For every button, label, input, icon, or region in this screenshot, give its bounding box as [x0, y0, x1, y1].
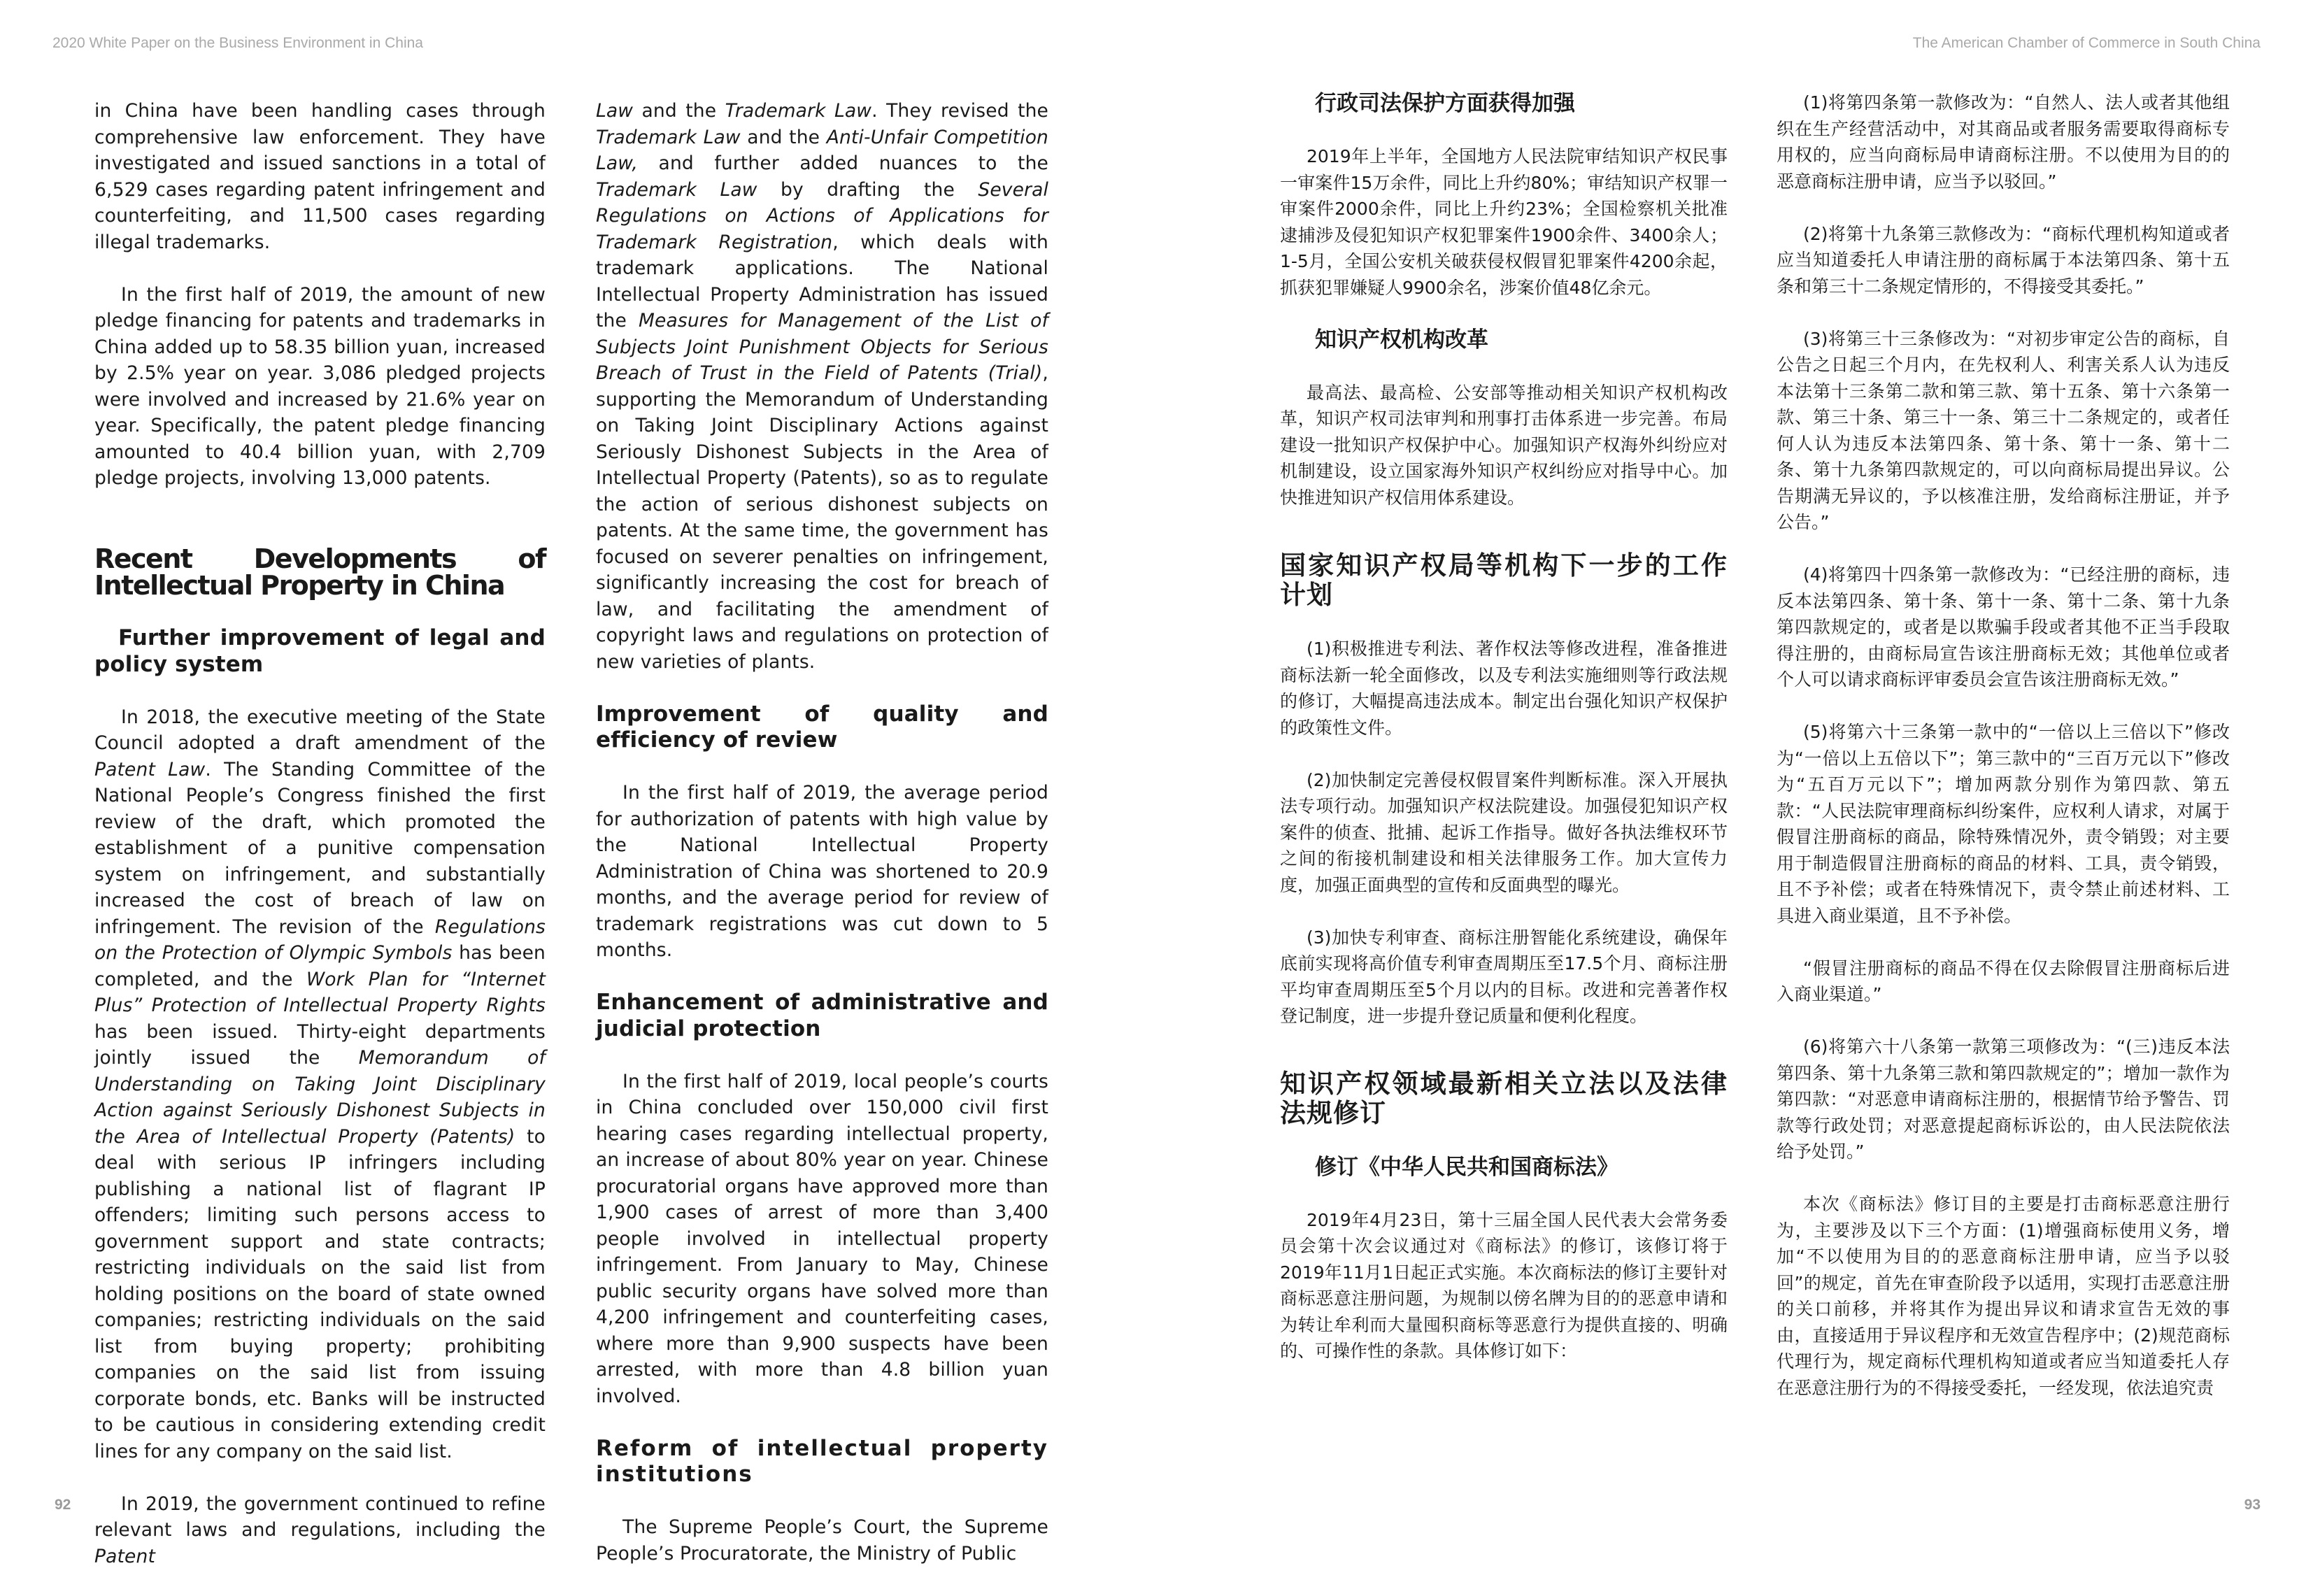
- paragraph: (4)将第四十四条第一款修改为：“已经注册的商标，违反本法第四条、第十条、第十一条、第十二条、第十九条第四款规定的，或者是以欺骗手段或者其他不正当手段取得注册的，由商标局宣告该注册商标无效；其他单位或者个人可以请求商标评审委员会宣告该注册商标无效。”: [1777, 564, 2230, 690]
- subsection-heading: 行政司法保护方面获得加强: [1315, 91, 1575, 116]
- column-4: [1777, 90, 2230, 1427]
- running-header-right: The American Chamber of Commerce in South China: [1912, 35, 2261, 51]
- paragraph: (2)将第十九条第三款修改为：“商标代理机构知道或者应当知道委托人申请注册的商标属于本法第四条、第十五条和第三十二条规定情形的，不得接受其委托。”: [1777, 223, 2230, 297]
- paragraph: “假冒注册商标的商品不得在仅去除假冒注册商标后进入商业渠道。”: [1777, 957, 2230, 1004]
- paragraph: (1)积极推进专利法、著作权法等修改进程，准备推进商标法新一轮全面修改，以及专利法实施细则等行政法规的修订，大幅提高违法成本。制定出台强化知识产权保护的政策性文件。: [1280, 639, 1728, 738]
- paragraph: in China have been handling cases through comprehensive law enforcement. They have investigated and issued sanctions in a total of 6,529 cases regarding patent infringement and counterfeiting, and 11,500 cases regarding illegal trademarks.: [94, 100, 546, 253]
- paragraph: In the first half of 2019, local people’s courts in China concluded over 150,000 civil first hearing cases regarding intellectual property, an increase of about 80% year on year. Chinese procuratorial organs have approved more than 1,900 cases of arrest of more than 3,400 people involved in intellectual property infringement. From January to May, Chinese public security organs have solved more than 4,200 infringement and counterfeiting cases, where more than 9,900 suspects have been arrested, with more than 4.8 billion yuan involved.: [596, 1070, 1048, 1407]
- paragraph: In the first half of 2019, the amount of new pledge financing for patents and trademarks in China added up to 58.35 billion yuan, increased by 2.5% year on year. 3,086 pledged projects were involved and increased by 21.6% year on year. Specifically, the patent pledge financing amounted to 40.4 billion yuan, with 2,709 pledge projects, involving 13,000 patents.: [94, 283, 546, 489]
- section-heading: 知识产权领域最新相关立法以及法律法规修订: [1280, 1069, 1728, 1128]
- paragraph: (5)将第六十三条第一款中的“一倍以上三倍以下”修改为“一倍以上五倍以下”；第三款中的“三百万元以下”修改为“五百万元以下”；增加两款分别作为第四款、第五款：“人民法院审理商标纠纷案件，应权利人请求，对属于假冒注册商标的商品，除特殊情况外，责令销毁；对主要用于制造假冒注册商标的商品的材料、工具，责令销毁，且不予补偿；或者在特殊情况下，责令禁止前述材料、工具进入商业渠道，且不予补偿。: [1777, 722, 2230, 926]
- subsection-heading: Improvement of quality and efficiency of review: [596, 701, 1048, 753]
- column-1: [94, 98, 546, 1596]
- subsection-heading: Enhancement of administrative and judicial protection: [596, 990, 1048, 1041]
- paragraph: (6)将第六十八条第一款第三项修改为：“(三)违反本法第四条、第十九条第三款和第四款规定的”；增加一款作为第四款：“对恶意申请商标注册的，根据情节给予警告、罚款等行政处罚；对恶意提起商标诉讼的，由人民法院依法给予处罚。”: [1777, 1036, 2230, 1162]
- page-number-right: 93: [2244, 1497, 2261, 1513]
- paragraph: (3)加快专利审查、商标注册智能化系统建设，确保年底前实现将高价值专利审查周期压至17.5个月、商标注册平均审查周期压至5个月以内的目标。改进和完善著作权登记制度，进一步提升登记质量和便利化程度。: [1280, 927, 1728, 1026]
- paragraph: In 2019, the government continued to refine relevant laws and regulations, including the Patent: [94, 1492, 546, 1567]
- section-heading: 国家知识产权局等机构下一步的工作计划: [1280, 550, 1728, 610]
- paragraph: (2)加快制定完善侵权假冒案件判断标准。深入开展执法专项行动。加强知识产权法院建设。加强侵犯知识产权案件的侦查、批捕、起诉工作指导。做好各执法维权环节之间的衔接机制建设和相关法律服务工作。加大宣传力度，加强正面典型的宣传和反面典型的曝光。: [1280, 769, 1728, 895]
- subsection-heading: 知识产权机构改革: [1315, 327, 1488, 352]
- subsection-heading: Reform of intellectual property institutions: [596, 1435, 1048, 1487]
- paragraph: (3)将第三十三条修改为：“对初步审定公告的商标，自公告之日起三个月内，在先权利人、利害关系人认为违反本法第十三条第二款和第三款、第十五条、第十六条第一款、第三十条、第三十一条、第三十二条规定的，或者任何人认为违反本法第四条、第十条、第十一条、第十二条、第十九条第四款规定的，可以向商标局提出异议。公告期满无异议的，予以核准注册，发给商标注册证，并予公告。”: [1777, 328, 2230, 532]
- paragraph: 2019年4月23日，第十三届全国人民代表大会常务委员会第十次会议通过对《商标法》的修订，该修订将于2019年11月1日起正式实施。本次商标法的修订主要针对商标恶意注册问题，为规制以傍名牌为目的的恶意申请和为转让牟利而大量囤积商标等恶意行为提供直接的、明确的、可操作性的条款。具体修订如下：: [1280, 1209, 1728, 1361]
- paragraph: 2019年上半年，全国地方人民法院审结知识产权民事一审案件15万余件，同比上升约80%；审结知识产权罪一审案件2000余件，同比上升约23%；全国检察机关批准逮捕涉及侵犯知识产权犯罪案件1900余件、3400余人；1-5月，全国公安机关破获侵权假冒犯罪案件4200余起，抓获犯罪嫌疑人9900余名，涉案价值48亿余元。: [1280, 146, 1728, 298]
- paragraph: The Supreme People’s Court, the Supreme People’s Procuratorate, the Ministry of Public: [596, 1516, 1048, 1565]
- subsection-heading: Further improvement of legal and policy system: [94, 625, 546, 677]
- paragraph: (1)将第四条第一款修改为：“自然人、法人或者其他组织在生产经营活动中，对其商品或者服务需要取得商标专用权的，应当向商标局申请商标注册。不以使用为目的的恶意商标注册申请，应当予以驳回。”: [1777, 92, 2230, 192]
- subsection-heading: 修订《中华人民共和国商标法》: [1315, 1154, 1618, 1180]
- paragraph: 最高法、最高检、公安部等推动相关知识产权机构改革，知识产权司法审判和刑事打击体系进一步完善。布局建设一批知识产权保护中心。加强知识产权海外纠纷应对机制建设，设立国家海外知识产权纠纷应对指导中心。加快推进知识产权信用体系建设。: [1280, 382, 1728, 508]
- paragraph: Law and the Trademark Law. They revised the Trademark Law and the Anti-Unfair Competition Law, and further added nuances to the Trademark Law by drafting the Several Regulations on Actions of Applications for Trademark Registration, which deals with trademark applications. The National Intellectual Property Administration has issued the Measures for Management of the List of Subjects Joint Punishment Objects for Serious Breach of Trust in the Field of Patents (Trial), supporting the Memorandum of Understanding on Taking Joint Disciplinary Actions against Seriously Dishonest Subjects in the Area of Intellectual Property (Patents), so as to regulate the action of serious dishonest subjects on patents. At the same time, the government has focused on severer penalties on infringement, significantly increasing the cost for breach of law, and facilitating the amendment of copyright laws and regulations on protection of new varieties of plants.: [596, 100, 1049, 673]
- column-2: [596, 98, 1048, 1593]
- column-3: [1280, 91, 1728, 1390]
- running-header-left: 2020 White Paper on the Business Environment in China: [52, 35, 423, 51]
- section-heading: Recent Developments of Intellectual Property in China: [94, 543, 546, 601]
- paragraph: In 2018, the executive meeting of the State Council adopted a draft amendment of the Patent Law. The Standing Committee of the National People’s Congress finished the first review of the draft, which promoted the establishment of a punitive compensation system on infringement, and substantially increased the cost of breach of law on infringement. The revision of the Regulations on the Protection of Olympic Symbols has been completed, and the Work Plan for “Internet Plus” Protection of Intellectual Property Rights has been issued. Thirty-eight departments jointly issued the Memorandum of Understanding on Taking Joint Disciplinary Action against Seriously Dishonest Subjects in the Area of Intellectual Property (Patents) to deal with serious IP infringers including publishing a national list of flagrant IP offenders; limiting such persons access to government support and state contracts; restricting individuals on the said list from holding positions on the board of state owned companies; restricting individuals on the said list from buying property; prohibiting companies on the said list from issuing corporate bonds, etc. Banks will be instructed to be cautious in considering extending credit lines for any company on the said list.: [94, 706, 546, 1462]
- paragraph: 本次《商标法》修订目的主要是打击商标恶意注册行为，主要涉及以下三个方面：(1)增强商标使用义务，增加“不以使用为目的的恶意商标注册申请，应当予以驳回”的规定，首先在审查阶段予以适用，实现打击恶意注册的关口前移，并将其作为提出异议和请求宣告无效的事由，直接适用于异议程序和无效宣告程序中；(2)规范商标代理行为，规定商标代理机构知道或者应当知道委托人存在恶意注册行为的不得接受委托，一经发现，依法追究责: [1777, 1194, 2230, 1398]
- page-number-left: 92: [55, 1497, 71, 1513]
- paragraph: In the first half of 2019, the average period for authorization of patents with high value by the National Intellectual Property Administration of China was shortened to 20.9 months, and the average period for review of trademark registrations was cut down to 5 months.: [596, 782, 1048, 961]
